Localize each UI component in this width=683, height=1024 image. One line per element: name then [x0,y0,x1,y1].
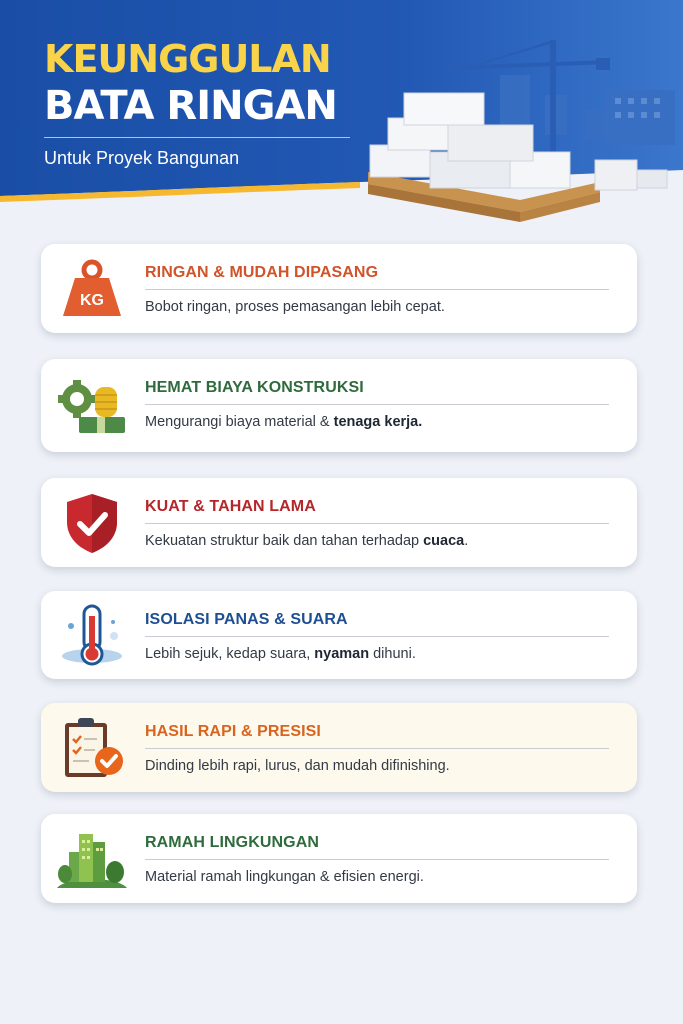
feature-card-eco [41,814,637,903]
gear-coins-money-icon [57,375,127,437]
divider [145,636,609,637]
feature-description: Kekuatan struktur baik dan tahan terhadap cuaca. [145,533,469,549]
clipboard-check-icon [57,717,127,779]
feature-card-durable [41,478,637,567]
divider [145,748,609,749]
feature-title: HASIL RAPI & PRESISI [145,723,321,740]
feature-card-lightweight [41,244,637,333]
thermometer-icon [57,604,127,666]
divider [145,859,609,860]
feature-description: Material ramah lingkungan & efisien energi. [145,869,424,885]
feature-card-precision [41,703,637,792]
shield-check-icon [57,492,127,554]
feature-description: Mengurangi biaya material & tenaga kerja. [145,414,423,430]
divider [145,404,609,405]
feature-card-cost [41,359,637,452]
hero-divider [44,137,350,138]
feature-description: Dinding lebih rapi, lurus, dan mudah difinishing. [145,758,450,774]
weight-kg-icon [57,258,127,320]
green-building-icon [57,828,127,890]
feature-title: RAMAH LINGKUNGAN [145,834,320,851]
hero-banner [0,0,683,230]
hero-subtitle: Untuk Proyek Bangunan [44,148,240,168]
feature-title: KUAT & TAHAN LAMA [145,498,316,515]
feature-title: HEMAT BIAYA KONSTRUKSI [145,379,364,396]
feature-card-insulation [41,591,637,679]
svg-text:KG: KG [80,291,104,309]
hero-title-line1: KEUNGGULAN [44,37,331,81]
divider [145,289,609,290]
feature-title: RINGAN & MUDAH DIPASANG [145,264,379,281]
divider [145,523,609,524]
feature-description: Bobot ringan, proses pemasangan lebih cepat. [145,299,445,315]
hero-title-line2: BATA RINGAN [44,83,337,129]
feature-description: Lebih sejuk, kedap suara, nyaman dihuni. [145,646,416,662]
hero-title [44,37,337,129]
feature-title: ISOLASI PANAS & SUARA [145,611,348,628]
